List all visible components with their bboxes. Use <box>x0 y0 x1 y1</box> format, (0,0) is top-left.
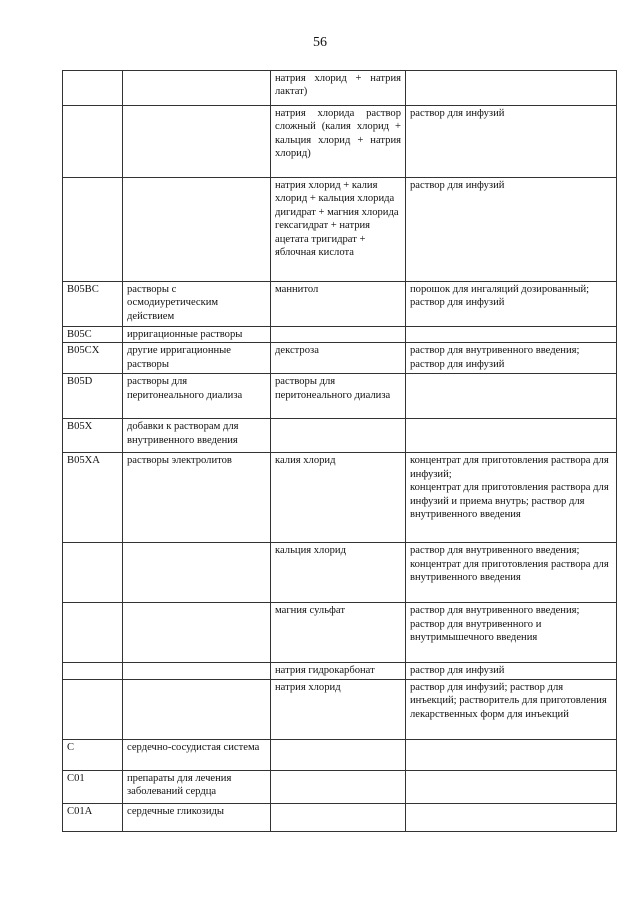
table-row <box>63 374 617 419</box>
atc-code-cell <box>63 663 123 679</box>
dosage-form-cell: раствор для инфузий <box>406 106 617 178</box>
dosage-form-cell <box>406 803 617 831</box>
dosage-form-cell <box>406 739 617 770</box>
atc-code-cell: B05X <box>63 419 123 453</box>
dosage-form-cell: раствор для инфузий; раствор для инъекций; растворитель для приготовления лекарственных форм для инъекций <box>406 679 617 739</box>
dosage-form-cell: порошок для ингаляций дозированный; раствор для инфузий <box>406 282 617 327</box>
atc-code-cell <box>63 543 123 603</box>
table-row <box>63 770 617 803</box>
drug-name-cell: растворы для перитонеального диализа <box>271 374 406 419</box>
drug-name-cell: калия хлорид <box>271 453 406 543</box>
table-row <box>63 419 617 453</box>
atc-code-cell <box>63 71 123 106</box>
drug-name-cell <box>271 770 406 803</box>
table-row <box>63 739 617 770</box>
table-row <box>63 543 617 603</box>
group-cell: препараты для лечения заболеваний сердца <box>123 770 271 803</box>
group-cell <box>123 71 271 106</box>
atc-code-cell: B05C <box>63 327 123 343</box>
group-cell <box>123 603 271 663</box>
drug-name-cell: маннитол <box>271 282 406 327</box>
atc-code-cell: B05XA <box>63 453 123 543</box>
table-row <box>63 453 617 543</box>
table-row <box>63 178 617 282</box>
drug-name-cell: натрия гидрокарбонат <box>271 663 406 679</box>
drug-table <box>62 70 617 832</box>
dosage-form-cell: концентрат для приготовления раствора для инфузий; концентрат для приготовления раствора для инфузий и приема внутрь; раствор для внутривенного введения <box>406 453 617 543</box>
group-cell: другие ирригационные растворы <box>123 343 271 374</box>
table-row <box>63 663 617 679</box>
dosage-form-cell <box>406 327 617 343</box>
atc-code-cell: C01A <box>63 803 123 831</box>
group-cell: растворы для перитонеального диализа <box>123 374 271 419</box>
atc-code-cell: C <box>63 739 123 770</box>
table-body <box>63 71 617 832</box>
dosage-form-cell: раствор для инфузий <box>406 178 617 282</box>
drug-name-cell: магния сульфат <box>271 603 406 663</box>
table-row <box>63 803 617 831</box>
table-row <box>63 679 617 739</box>
dosage-form-cell: раствор для инфузий <box>406 663 617 679</box>
drug-name-cell: натрия хлорид + калия хлорид + кальция хлорида дигидрат + магния хлорида гексагидрат + натрия ацетата тригидрат + яблочная кислота <box>271 178 406 282</box>
drug-name-cell: натрия хлорида раствор сложный (калия хлорид + кальция хлорид + натрия хлорид) <box>271 106 406 178</box>
drug-name-cell: кальция хлорид <box>271 543 406 603</box>
atc-code-cell <box>63 178 123 282</box>
dosage-form-cell: раствор для внутривенного введения; раствор для инфузий <box>406 343 617 374</box>
dosage-form-cell <box>406 770 617 803</box>
group-cell: растворы электролитов <box>123 453 271 543</box>
atc-code-cell: B05BC <box>63 282 123 327</box>
dosage-form-cell <box>406 374 617 419</box>
drug-name-cell: натрия хлорид + натрия лактат) <box>271 71 406 106</box>
atc-code-cell <box>63 106 123 178</box>
table-row <box>63 71 617 106</box>
group-cell <box>123 543 271 603</box>
dosage-form-cell <box>406 71 617 106</box>
table-row <box>63 282 617 327</box>
drug-name-cell: натрия хлорид <box>271 679 406 739</box>
atc-code-cell <box>63 679 123 739</box>
dosage-form-cell: раствор для внутривенного введения; раствор для внутривенного и внутримышечного введения <box>406 603 617 663</box>
atc-code-cell <box>63 603 123 663</box>
atc-code-cell: C01 <box>63 770 123 803</box>
drug-name-cell <box>271 419 406 453</box>
table-row <box>63 603 617 663</box>
drug-name-cell <box>271 803 406 831</box>
drug-name-cell: декстроза <box>271 343 406 374</box>
table-row <box>63 106 617 178</box>
group-cell: добавки к растворам для внутривенного введения <box>123 419 271 453</box>
page-number: 56 <box>313 35 327 50</box>
group-cell: растворы с осмодиуретическим действием <box>123 282 271 327</box>
atc-code-cell: B05D <box>63 374 123 419</box>
group-cell <box>123 178 271 282</box>
group-cell: ирригационные растворы <box>123 327 271 343</box>
drug-name-cell <box>271 739 406 770</box>
group-cell: сердечно-сосудистая система <box>123 739 271 770</box>
group-cell <box>123 106 271 178</box>
group-cell <box>123 679 271 739</box>
dosage-form-cell: раствор для внутривенного введения; концентрат для приготовления раствора для внутривенного введения <box>406 543 617 603</box>
dosage-form-cell <box>406 419 617 453</box>
group-cell <box>123 663 271 679</box>
table-row <box>63 343 617 374</box>
drug-name-cell <box>271 327 406 343</box>
table-row <box>63 327 617 343</box>
group-cell: сердечные гликозиды <box>123 803 271 831</box>
atc-code-cell: B05CX <box>63 343 123 374</box>
